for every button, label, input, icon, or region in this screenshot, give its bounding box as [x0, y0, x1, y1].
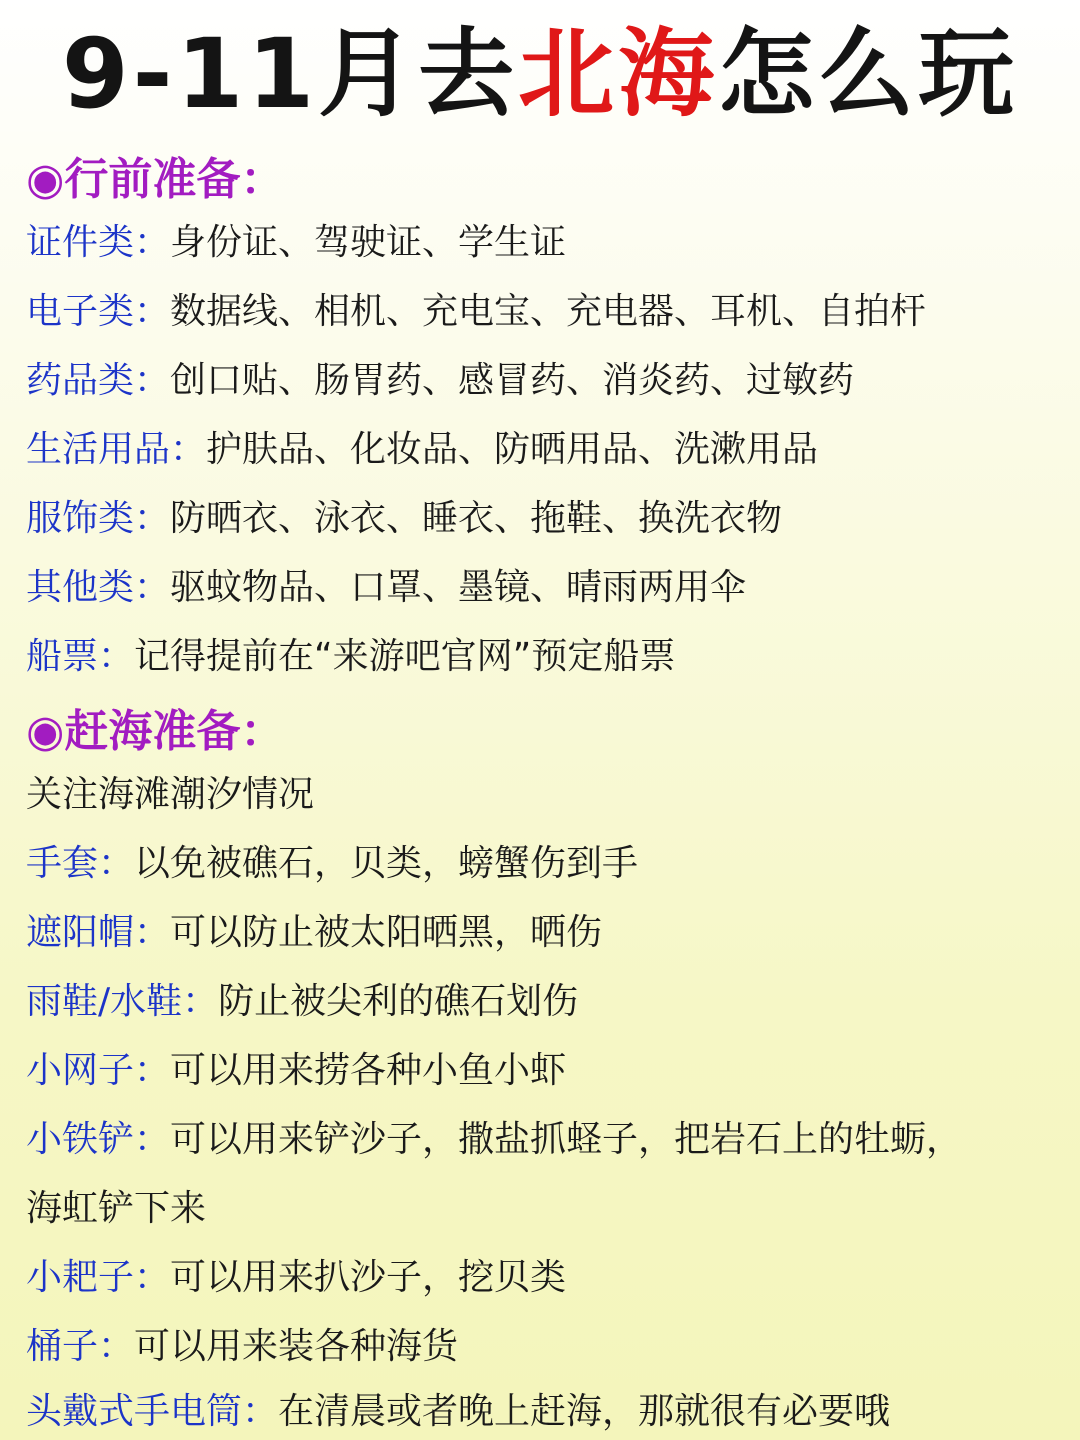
item-value: 可以用来装各种海货 [134, 1326, 459, 1367]
section-heading-trip-prep: ◉行前准备： [26, 154, 285, 205]
item-value: 以免被礁石，贝类，螃蟹伤到手 [134, 843, 639, 884]
list-item [26, 1043, 1076, 1099]
list-item [26, 1181, 1076, 1237]
list-item [26, 974, 1076, 1030]
item-value: 创口贴、肠胃药、感冒药、消炎药、过敏药 [170, 360, 855, 401]
item-label: 遮阳帽： [26, 912, 171, 953]
item-label: 雨鞋/水鞋： [26, 981, 219, 1022]
item-label: 头戴式手电筒： [26, 1391, 279, 1432]
item-label: 证件类： [26, 222, 171, 263]
item-label: 船票： [26, 636, 135, 677]
item-label: 手套： [26, 843, 135, 884]
item-value: 记得提前在“来游吧官网”预定船票 [134, 636, 676, 677]
title-highlight: 北海 [518, 18, 719, 130]
item-value: 可以用来扒沙子，挖贝类 [170, 1257, 567, 1298]
list-item [26, 1112, 1076, 1168]
item-value: 身份证、驾驶证、学生证 [170, 222, 567, 263]
item-value: 防止被尖利的礁石划伤 [218, 981, 579, 1022]
item-value: 可以用来捞各种小鱼小虾 [170, 1050, 567, 1091]
item-label: 其他类： [26, 567, 171, 608]
list-item [26, 422, 1076, 478]
item-label: 服饰类： [26, 498, 171, 539]
item-value: 护肤品、化妆品、防晒用品、洗漱用品 [206, 429, 819, 470]
item-label: 电子类： [26, 291, 171, 332]
list-item [26, 629, 1076, 685]
item-value: 海虹铲下来 [26, 1188, 207, 1229]
item-value: 可以防止被太阳晒黑，晒伤 [170, 912, 603, 953]
list-item [26, 1319, 1076, 1375]
section-heading-beachcombing-prep: ◉赶海准备： [26, 706, 285, 757]
item-label: 小耙子： [26, 1257, 171, 1298]
list-item [26, 560, 1076, 616]
item-value: 可以用来铲沙子，撒盐抓蛏子，把岩石上的牡蛎， [170, 1119, 963, 1160]
item-label: 药品类： [26, 360, 171, 401]
item-label: 桶子： [26, 1326, 135, 1367]
list-item [26, 491, 1076, 547]
list-item [26, 353, 1076, 409]
item-value: 防晒衣、泳衣、睡衣、拖鞋、换洗衣物 [170, 498, 783, 539]
item-value: 在清晨或者晚上赶海，那就很有必要哦 [278, 1391, 891, 1432]
page-title [0, 14, 1080, 134]
list-item [26, 905, 1076, 961]
list-item [26, 215, 1076, 271]
title-part1: 9-11月去 [61, 18, 519, 130]
list-item [26, 284, 1076, 340]
item-label: 生活用品： [26, 429, 207, 470]
list-item [26, 767, 1076, 823]
item-value: 关注海滩潮汐情况 [26, 774, 315, 815]
list-item [26, 1250, 1076, 1306]
title-part2: 怎么玩 [718, 18, 1019, 130]
list-item [26, 1384, 1076, 1440]
item-label: 小铁铲： [26, 1119, 171, 1160]
item-label: 小网子： [26, 1050, 171, 1091]
item-value: 数据线、相机、充电宝、充电器、耳机、自拍杆 [170, 291, 927, 332]
item-value: 驱蚊物品、口罩、墨镜、晴雨两用伞 [170, 567, 747, 608]
list-item [26, 836, 1076, 892]
